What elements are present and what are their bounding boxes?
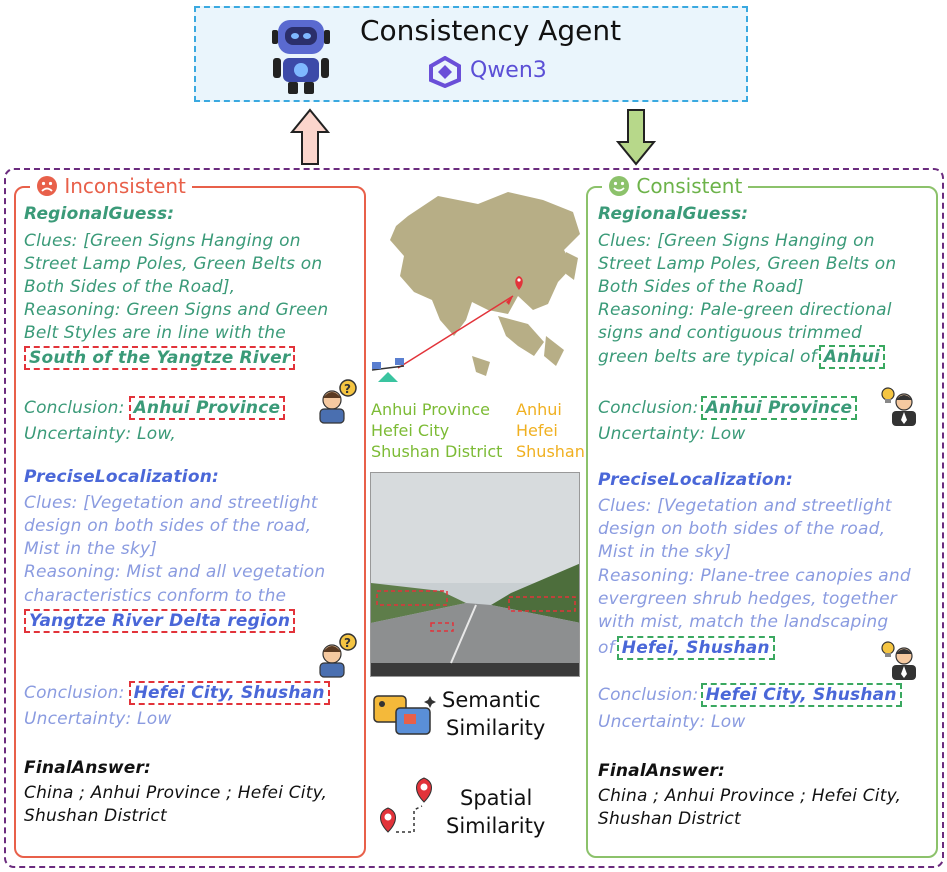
truth-label: Hefei City xyxy=(371,421,450,440)
right-final-line: China ; Anhui Province ; Hefei City, xyxy=(598,786,902,806)
right-regional-header: RegionalGuess: xyxy=(598,204,749,224)
right-precise-conclusion-value: Hefei City, Shushan xyxy=(701,683,902,707)
left-regional-line: Belt Styles are in line with the xyxy=(24,323,286,343)
left-final-header: FinalAnswer: xyxy=(24,758,152,778)
right-precise-tail: of xyxy=(598,638,615,658)
sad-face-icon xyxy=(36,175,58,197)
truth-label: Shushan District xyxy=(371,442,503,461)
pred-label: Anhui xyxy=(516,400,562,419)
robot-icon xyxy=(268,14,334,96)
left-regional-line: Both Sides of the Road], xyxy=(24,277,236,297)
pred-label: Hefei xyxy=(516,421,558,440)
right-final-header: FinalAnswer: xyxy=(598,761,726,781)
right-precise-header: PreciseLocalization: xyxy=(598,470,794,490)
left-precise-line: Reasoning: Mist and all vegetation xyxy=(24,562,326,582)
right-precise-conclusion-label: Conclusion: xyxy=(598,685,699,705)
right-precise-line: design on both sides of the road, xyxy=(598,519,886,539)
svg-text:?: ? xyxy=(344,636,351,650)
left-regional-line: Reasoning: Green Signs and Green xyxy=(24,300,329,320)
left-regional-conclusion-value: Anhui Province xyxy=(129,396,286,420)
spatial-label: Similarity xyxy=(446,814,546,838)
idea-person-icon xyxy=(880,638,924,682)
down-arrow-icon xyxy=(616,108,656,166)
right-regional-line: Reasoning: Pale-green directional xyxy=(598,300,892,320)
right-precise-highlight: Hefei, Shushan xyxy=(617,636,775,660)
asia-map xyxy=(368,186,586,396)
up-arrow-icon xyxy=(290,108,330,166)
inconsistent-title: Inconsistent xyxy=(30,174,192,198)
right-precise-line: Mist in the sky] xyxy=(598,542,732,562)
left-final-line: China ; Anhui Province ; Hefei City, xyxy=(24,783,328,803)
semantic-label: Similarity xyxy=(446,716,546,740)
left-regional-line: Street Lamp Poles, Green Belts on xyxy=(24,254,323,274)
smile-face-icon xyxy=(608,175,630,197)
left-precise-conclusion-value: Hefei City, Shushan xyxy=(129,681,330,705)
right-regional-line: Street Lamp Poles, Green Belts on xyxy=(598,254,897,274)
left-regional-conclusion-label: Conclusion: xyxy=(24,398,125,418)
right-regional-highlight: Anhui xyxy=(819,345,885,369)
left-precise-conclusion-label: Conclusion: xyxy=(24,683,125,703)
semantic-label: Semantic xyxy=(442,688,541,712)
left-precise-highlight: Yangtze River Delta region xyxy=(24,609,295,633)
right-precise-line: Reasoning: Plane-tree canopies and xyxy=(598,566,911,586)
left-precise-line: Mist in the sky] xyxy=(24,539,158,559)
right-regional-uncertainty: Uncertainty: Low xyxy=(598,424,746,444)
semantic-similarity-icon xyxy=(372,690,438,742)
right-regional-tail: green belts are typical of xyxy=(598,347,817,367)
left-regional-line: Clues: [Green Signs Hanging on xyxy=(24,231,301,251)
right-regional-conclusion-label: Conclusion: xyxy=(598,398,699,418)
right-precise-line: with mist, match the landscaping xyxy=(598,612,889,632)
svg-text:?: ? xyxy=(344,382,351,396)
left-precise-line: characteristics conform to the xyxy=(24,586,287,606)
agent-title: Consistency Agent xyxy=(360,14,622,47)
truth-label: Anhui Province xyxy=(371,400,490,419)
left-precise-line: design on both sides of the road, xyxy=(24,516,312,536)
left-regional-header: RegionalGuess: xyxy=(24,204,175,224)
balance-icon xyxy=(372,358,404,382)
right-precise-line: Clues: [Vegetation and streetlight xyxy=(598,496,892,516)
right-regional-conclusion-value: Anhui Province xyxy=(701,396,858,420)
right-precise-line: evergreen shrub hedges, together xyxy=(598,589,897,609)
idea-person-icon xyxy=(880,384,924,428)
left-regional-highlight: South of the Yangtze River xyxy=(24,346,295,370)
right-final-line: Shushan District xyxy=(598,809,741,829)
road-photo xyxy=(370,472,580,677)
thinking-person-icon xyxy=(314,632,358,678)
pred-label: Shushan xyxy=(516,442,585,461)
model-label: Qwen3 xyxy=(470,58,547,83)
right-precise-uncertainty: Uncertainty: Low xyxy=(598,712,746,732)
consistent-title: Consistent xyxy=(602,174,748,198)
spatial-similarity-icon xyxy=(374,776,440,838)
left-final-line: Shushan District xyxy=(24,806,167,826)
right-regional-line: signs and contiguous trimmed xyxy=(598,323,863,343)
left-precise-uncertainty: Uncertainty: Low xyxy=(24,709,172,729)
left-precise-line: Clues: [Vegetation and streetlight xyxy=(24,493,318,513)
thinking-person-icon xyxy=(314,378,358,424)
right-regional-line: Both Sides of the Road] xyxy=(598,277,804,297)
left-regional-uncertainty: Uncertainty: Low, xyxy=(24,424,176,444)
spatial-label: Spatial xyxy=(460,786,533,810)
left-precise-header: PreciseLocalization: xyxy=(24,467,220,487)
right-regional-line: Clues: [Green Signs Hanging on xyxy=(598,231,875,251)
qwen-logo-icon xyxy=(428,56,462,88)
